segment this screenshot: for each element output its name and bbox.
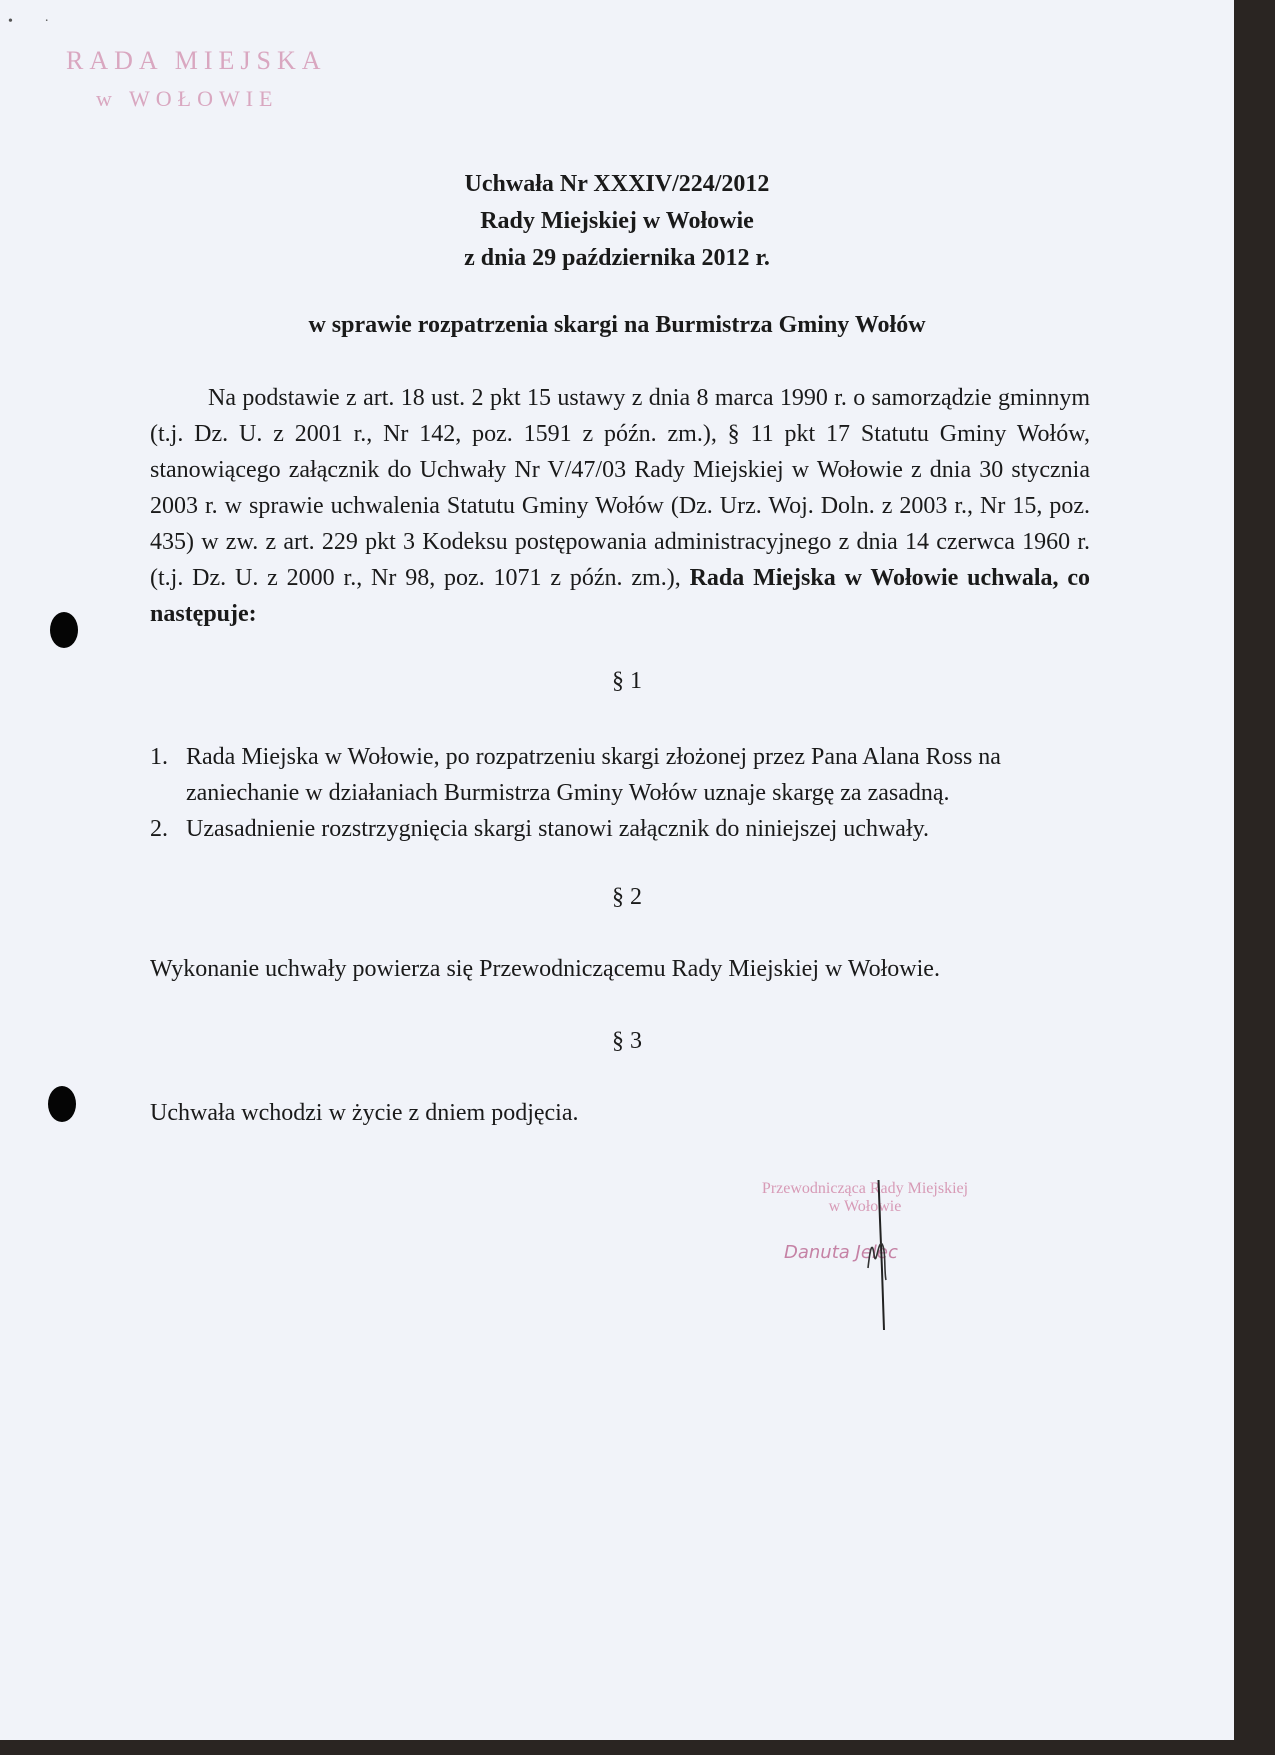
section-1-list: [150, 739, 1090, 847]
stamp-line-1: RADA MIEJSKA: [66, 46, 327, 75]
resolution-date: z dnia 29 października 2012 r.: [464, 245, 770, 271]
list-item-number: 1.: [150, 744, 168, 770]
legal-basis-text: Na podstawie z art. 18 ust. 2 pkt 15 ustawy z dnia 8 marca 1990 r. o samorządzie gminnym (t.j. Dz. U. z 2001 r., Nr 142, poz. 1591 z późn. zm.), § 11 pkt 17 Statutu Gminy Wołów, stanowiącego załącznik do Uchwały Nr V/47/03 Rady Miejskiej w Wołowie z dnia 30 stycznia 2003 r. w sprawie uchwalenia Statutu Gminy Wołów (Dz. Urz. Woj. Doln. z 2003 r., Nr 15, poz. 435) w zw. z art. 229 pkt 3 Kodeksu postępowania administracyjnego z dnia 14 czerwca 1960 r. (t.j. Dz. U. z 2000 r., Nr 98, poz. 1071 z późn. zm.),: [150, 385, 1090, 591]
section-2-heading: § 2: [612, 884, 642, 910]
list-item-text: Uzasadnienie rozstrzygnięcia skargi stanowi załącznik do niniejszej uchwały.: [186, 816, 930, 842]
signature-block: [720, 1180, 1010, 1263]
signature-location: w Wołowie: [828, 1198, 902, 1215]
signature-name: Danuta Jelec: [784, 1242, 898, 1263]
punch-hole: [48, 1086, 76, 1122]
section-1-heading: § 1: [612, 668, 642, 694]
legal-basis-paragraph: [150, 380, 1090, 632]
punch-hole: [50, 612, 78, 648]
list-item: [150, 739, 1090, 811]
list-item-number: 2.: [150, 816, 168, 842]
list-item-text: Rada Miejska w Wołowie, po rozpatrzeniu skargi złożonej przez Pana Alana Ross na zaniechanie w działaniach Burmistrza Gminy Wołów uznaje skargę za zasadną.: [186, 744, 1001, 806]
section-3-text: Uchwała wchodzi w życie z dniem podjęcia.: [150, 1100, 579, 1126]
list-item: [150, 811, 1090, 847]
handwritten-signature: [720, 1180, 1010, 1340]
scan-artifact: • ·: [8, 14, 50, 29]
section-3-heading: § 3: [612, 1028, 642, 1054]
stamp-line-2: w WOŁOWIE: [96, 86, 279, 111]
resolution-issuer: Rady Miejskiej w Wołowie: [480, 208, 754, 234]
signature-title: Przewodnicząca Rady Miejskiej: [761, 1180, 969, 1197]
legal-basis-resolve: Rada Miejska w Wołowie uchwala, co następuje:: [150, 565, 1091, 627]
section-2-text: Wykonanie uchwały powierza się Przewodniczącemu Rady Miejskiej w Wołowie.: [150, 956, 940, 982]
resolution-subject: w sprawie rozpatrzenia skargi na Burmistrza Gminy Wołów: [308, 312, 926, 338]
resolution-number: Uchwała Nr XXXIV/224/2012: [464, 171, 770, 197]
resolution-header: [0, 166, 1234, 277]
council-stamp: [66, 42, 327, 118]
